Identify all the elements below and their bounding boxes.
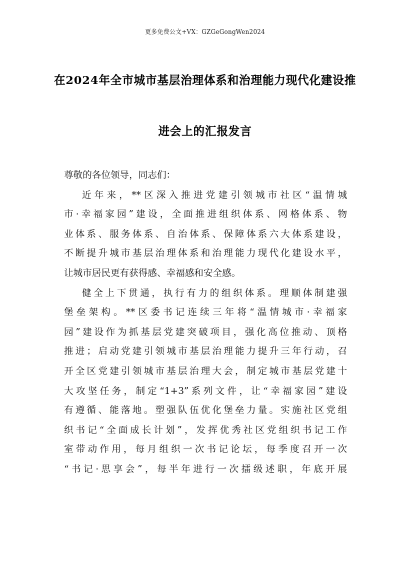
paragraph-2-line: “书记·思享会”，每半年进行一次擂级述职，年底开展 [64,463,347,475]
document-title-line-1: 在2024年全市城市基层治理体系和治理能力现代化建设推 [53,73,357,87]
paragraph-2-line: 园”建设作为抓基层党建突破项目，强化高位推动、顶格 [64,326,347,338]
paragraph-1-line: 业体系、服务体系、自治体系、保障体系六大体系建设， [64,228,347,240]
paragraph-2-line: 开全区党建引领城市基层治理大会，制定城市基层党建十 [64,365,347,377]
document-body [64,166,347,480]
paragraph-2-line: 有遵循、能落地。塑强队伍优化堡垒力量。实施社区党组 [64,405,347,417]
paragraph-1-line: 不断提升城市基层治理体系和治理能力现代化建设水平， [64,248,347,260]
paragraph-2-line: 大攻坚任务，制定“1+3”系列文件，让“幸福家园”建设 [64,385,347,397]
paragraph-2-line: 推进；启动党建引领城市基层治理能力提升三年行动，召 [64,346,347,358]
page-header-watermark: 更多免费公文+VX：GZGeGongWen2024 [145,29,265,36]
paragraph-1-line: 市·幸福家园”建设，全面推进组织体系、网格体系、物 [64,209,347,221]
paragraph-2-line: 健全上下贯通，执行有力的组织体系。理顺体制建强 [82,287,347,299]
salutation: 尊敬的各位领导，同志们： [64,170,176,181]
document-title-line-2: 进会上的汇报发言 [158,124,252,138]
paragraph-1-line: 让城市居民更有获得感、幸福感和安全感。 [64,267,241,279]
paragraph-2-line: 堡垒架构。**区委书记连续三年将“温情城市·幸福家 [64,307,347,319]
paragraph-2-line: 室带动作用，每月组织一次书记论坛，每季度召开一次 [64,444,347,456]
paragraph-2-line: 织书记“全面成长计划”，发挥优秀社区党组织书记工作 [64,424,347,436]
paragraph-1-line: 近年来，**区深入推进党建引领城市社区“温情城 [82,189,347,201]
